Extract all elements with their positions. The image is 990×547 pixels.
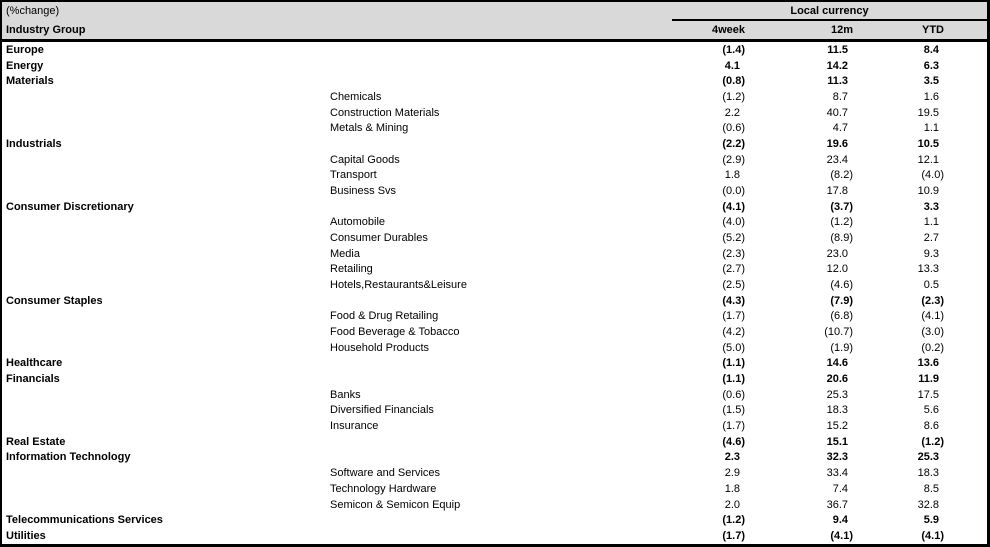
header-row-currency [2,2,987,20]
table-row [2,246,987,262]
value-cell: (0.6) [722,388,745,401]
table-row [2,152,987,168]
table-row [2,403,987,419]
industry-label: Business Svs [330,185,397,198]
value-cell: (4.3) [722,294,745,307]
value-cell: (4.6) [830,279,853,292]
local-currency-group-header: Local currency [672,2,987,20]
value-cell: 9.3 [923,247,939,260]
table-row [2,528,987,544]
table-row [2,371,987,387]
table-body [2,41,987,545]
value-cell: 1.8 [724,169,740,182]
value-cell: (3.7) [830,200,853,213]
value-cell: 15.2 [826,420,848,433]
industry-label: Hotels,Restaurants&Leisure [330,279,467,292]
table-row [2,497,987,513]
table-row [2,418,987,434]
value-cell: 2.7 [923,232,939,245]
industry-label: Real Estate [6,435,66,448]
value-cell: (1.1) [722,357,745,370]
value-cell: 19.6 [826,138,848,151]
table-row [2,450,987,466]
table-row [2,465,987,481]
industry-label: Utilities [6,530,46,542]
table-row [2,387,987,403]
table-header [2,2,987,41]
value-cell: (0.8) [722,75,745,88]
industry-label: Consumer Durables [330,232,428,245]
value-cell: (2.5) [722,279,745,292]
table-row [2,512,987,528]
table-row [2,183,987,199]
value-cell: 12.0 [826,263,848,276]
value-cell: 17.8 [826,185,848,198]
industry-label: Food & Drug Retailing [330,310,439,323]
table-row [2,309,987,325]
value-cell: (4.1) [921,310,944,323]
table-row [2,324,987,340]
value-cell: (1.2) [722,91,745,104]
value-cell: (0.0) [722,185,745,198]
value-cell: 32.8 [917,498,939,511]
value-cell: 5.6 [923,404,939,417]
value-cell: 11.5 [827,43,848,56]
industry-label: Insurance [330,420,379,433]
value-cell: 36.7 [826,498,848,511]
table-row [2,121,987,137]
value-cell: (8.9) [830,232,853,245]
value-cell: 15.1 [826,435,848,448]
value-cell: 4.7 [832,122,848,135]
value-cell: 10.5 [917,138,939,151]
industry-label: Food Beverage & Tobacco [330,326,460,339]
value-cell: 32.3 [826,451,848,464]
industry-label: Financials [6,373,60,386]
table-row [2,215,987,231]
value-cell: (6.8) [830,310,853,323]
table-row [2,434,987,450]
value-cell: 3.3 [923,200,939,213]
value-cell: 5.9 [923,514,939,527]
industry-label: Capital Goods [330,153,400,166]
value-cell: (1.2) [921,435,944,448]
value-cell: (4.2) [722,326,745,339]
industry-label: Industrials [6,138,62,151]
industry-label: Diversified Financials [330,404,434,417]
industry-label: Europe [6,43,44,56]
header-row-columns [2,20,987,41]
industry-label: Materials [6,75,54,88]
value-cell: 1.8 [724,482,740,495]
table-row [2,199,987,215]
value-cell: (0.6) [722,122,745,135]
value-cell: 11.3 [827,75,848,88]
value-cell: 8.5 [923,482,939,495]
value-cell: 14.2 [826,59,848,72]
value-cell: 1.6 [923,91,939,104]
industry-label: Media [330,247,360,260]
value-cell: 33.4 [826,467,848,480]
value-cell: (2.3) [722,247,745,260]
value-cell: 23.4 [826,153,848,166]
value-cell: 17.5 [917,388,939,401]
table-row [2,293,987,309]
value-cell: (4.1) [921,530,944,542]
industry-label: Semicon & Semicon Equip [330,498,461,511]
value-cell: (1.7) [722,530,745,542]
value-cell: (2.2) [722,138,745,151]
value-cell: (1.2) [722,514,745,527]
value-cell: 8.7 [832,91,848,104]
value-cell: 1.1 [923,122,939,135]
column-header-12m: 12m [747,20,855,41]
value-cell: 4.1 [724,59,740,72]
value-cell: 3.5 [923,75,939,88]
value-cell: 13.6 [917,357,939,370]
value-cell: (10.7) [824,326,853,339]
value-cell: (4.0) [921,169,944,182]
industry-label: Information Technology [6,451,131,464]
value-cell: (1.5) [722,404,745,417]
value-cell: 25.3 [826,388,848,401]
value-cell: 2.9 [724,467,740,480]
value-cell: 8.4 [923,43,939,56]
table-row [2,277,987,293]
value-cell: 40.7 [826,106,848,119]
value-cell: 12.1 [917,153,939,166]
value-cell: (1.4) [722,43,745,56]
value-cell: (7.9) [830,294,853,307]
industry-label: Household Products [330,341,430,354]
percent-change-label: (%change) [2,2,672,20]
table-row [2,74,987,90]
value-cell: (5.0) [722,341,745,354]
value-cell: (1.9) [830,341,853,354]
table-row [2,89,987,105]
value-cell: 18.3 [917,467,939,480]
table-row [2,262,987,278]
industry-label: Metals & Mining [330,122,409,135]
value-cell: (4.1) [830,530,853,542]
value-cell: (3.0) [921,326,944,339]
industry-label: Telecommunications Services [6,514,163,527]
value-cell: 18.3 [826,404,848,417]
industry-label: Software and Services [330,467,441,480]
value-cell: 8.6 [923,420,939,433]
industry-label: Retailing [330,263,373,276]
table-row [2,356,987,372]
industry-label: Healthcare [6,357,63,370]
value-cell: 20.6 [826,373,848,386]
table-row [2,41,987,58]
value-cell: 14.6 [826,357,848,370]
industry-label: Technology Hardware [330,482,437,495]
value-cell: 0.5 [923,279,939,292]
value-cell: 11.9 [918,373,939,386]
industry-label: Chemicals [330,91,382,104]
value-cell: (4.0) [722,216,745,229]
value-cell: (1.7) [722,310,745,323]
table-row [2,58,987,74]
industry-label: Banks [330,388,361,401]
value-cell: 10.9 [917,185,939,198]
table-row [2,136,987,152]
value-cell: 9.4 [832,514,848,527]
industry-label: Automobile [330,216,386,229]
value-cell: (1.2) [830,216,853,229]
industry-label: Transport [330,169,377,182]
industry-performance-table [2,2,987,544]
value-cell: 7.4 [832,482,848,495]
value-cell: (2.9) [722,153,745,166]
value-cell: 2.2 [724,106,740,119]
value-cell: (1.7) [722,420,745,433]
value-cell: 6.3 [923,59,939,72]
industry-label: Construction Materials [330,106,440,119]
industry-label: Consumer Staples [6,294,103,307]
value-cell: (2.7) [722,263,745,276]
column-header-4week: 4week [672,20,747,41]
value-cell: (2.3) [921,294,944,307]
value-cell: 25.3 [917,451,939,464]
table-row [2,481,987,497]
value-cell: 19.5 [917,106,939,119]
industry-label: Consumer Discretionary [6,200,134,213]
value-cell: 2.3 [724,451,740,464]
table-row [2,105,987,121]
value-cell: 1.1 [923,216,939,229]
value-cell: (0.2) [921,341,944,354]
value-cell: (5.2) [722,232,745,245]
table-row [2,230,987,246]
value-cell: 13.3 [917,263,939,276]
value-cell: (8.2) [830,169,853,182]
table-row [2,340,987,356]
industry-label: Energy [6,59,44,72]
value-cell: (4.6) [722,435,745,448]
value-cell: (4.1) [722,200,745,213]
industry-group-column-header: Industry Group [2,20,672,41]
value-cell: 2.0 [724,498,740,511]
value-cell: (1.1) [722,373,745,386]
column-header-ytd: YTD [855,20,987,41]
table-row [2,168,987,184]
value-cell: 23.0 [826,247,848,260]
